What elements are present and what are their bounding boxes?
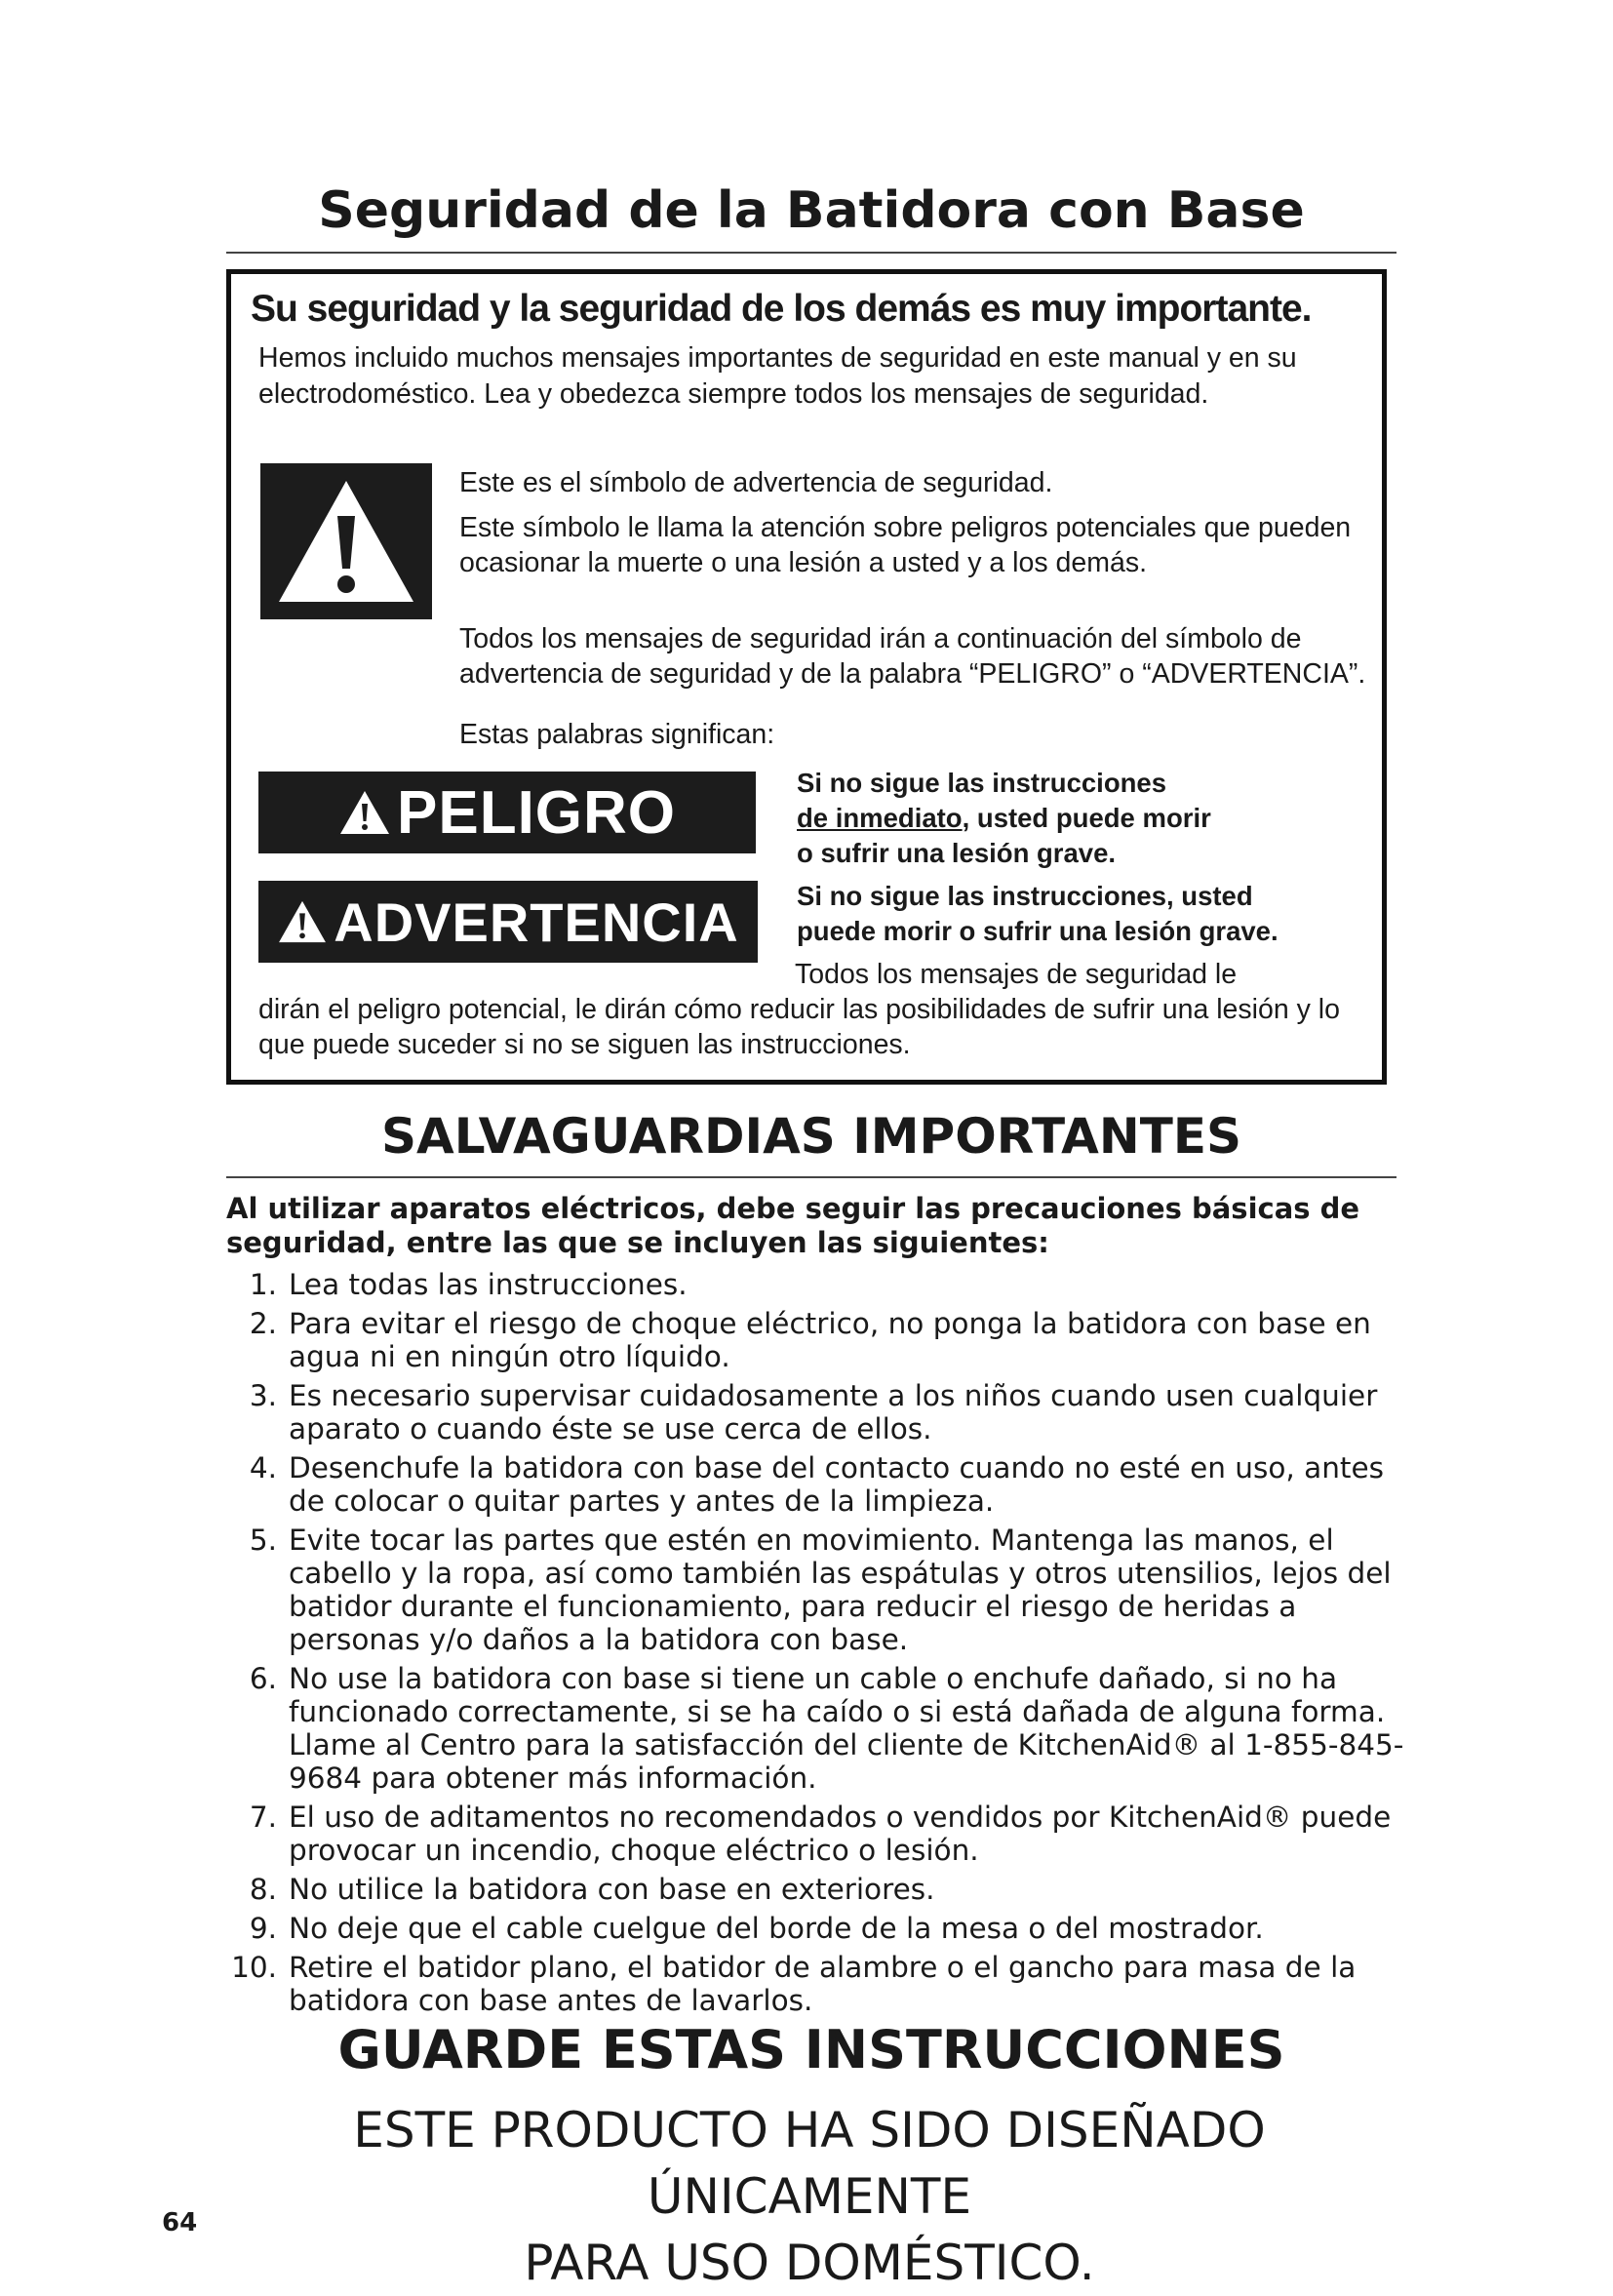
- domestic-line2: PARA USO DOMÉSTICO.: [524, 2235, 1095, 2291]
- list-item-text: No use la batidora con base si tiene un cable o enchufe dañado, si no ha funcionado correctamente, si se ha caído o si está dañada de alguna forma. Llame al Centro para la satisfacción del cliente de KitchenAid® al 1-855-845-9684 para obtener más información.: [289, 1662, 1404, 1795]
- safety-intro: Hemos incluido muchos mensajes importantes de seguridad en este manual y en su electrodoméstico. Lea y obedezca siempre todos los mensajes de seguridad.: [258, 342, 1297, 410]
- list-item: [226, 1379, 1406, 1445]
- words-mean-text: Estas palabras significan:: [459, 719, 775, 750]
- domestic-use-notice: [195, 2097, 1424, 2296]
- warning-desc-line2: puede morir o sufrir una lesión grave.: [797, 916, 1279, 946]
- safety-alert-symbol: [260, 463, 432, 619]
- danger-label: PELIGRO: [396, 778, 677, 847]
- save-instructions-heading: GUARDE ESTAS INSTRUCCIONES: [337, 2019, 1285, 2080]
- list-item: [226, 1662, 1406, 1795]
- list-item-number: 1.: [249, 1268, 277, 1301]
- danger-desc-line1: Si no sigue las instrucciones: [797, 768, 1166, 798]
- warning-banner: [258, 881, 758, 963]
- list-item-number: 8.: [249, 1873, 277, 1906]
- list-item: [226, 1307, 1406, 1373]
- danger-desc-line2-rest: , usted puede morir: [962, 803, 1211, 833]
- symbol-description: Este símbolo le llama la atención sobre peligros potenciales que pueden ocasionar la muerte o una lesión a usted y a los demás.: [459, 512, 1352, 578]
- list-item-text: Desenchufe la batidora con base del contacto cuando no esté en uso, antes de colocar o quitar partes y antes de la limpieza.: [289, 1451, 1385, 1518]
- closing-text: [258, 957, 1360, 1062]
- safety-notice-box: [226, 269, 1387, 1085]
- safeguards-title: SALVAGUARDIAS IMPORTANTES: [380, 1108, 1241, 1165]
- list-item-number: 6.: [249, 1662, 277, 1695]
- safeguards-lead: Al utilizar aparatos eléctricos, debe seguir las precauciones básicas de seguridad, entre las que se incluyen las siguientes:: [226, 1192, 1360, 1259]
- warning-triangle-icon: [338, 789, 391, 836]
- page-number: 64: [162, 2208, 198, 2237]
- list-item: [226, 1873, 1406, 1906]
- list-item: [226, 1268, 1406, 1301]
- list-item-text: Es necesario supervisar cuidadosamente a los niños cuando usen cualquier aparato o cuando éste se use cerca de ellos.: [289, 1379, 1378, 1445]
- danger-banner: [258, 772, 756, 853]
- list-item: [226, 1524, 1406, 1656]
- list-item-number: 7.: [249, 1801, 277, 1834]
- danger-desc-line2: [797, 801, 1382, 836]
- list-item-number: 9.: [249, 1912, 277, 1945]
- list-item: [226, 1451, 1406, 1518]
- warning-description: [797, 879, 1382, 949]
- list-item: [226, 1951, 1406, 2017]
- list-item-number: 2.: [249, 1307, 277, 1340]
- warning-desc-line1: Si no sigue las instrucciones, usted: [797, 881, 1253, 911]
- messages-follow-text: Todos los mensajes de seguridad irán a continuación del símbolo de advertencia de seguridad y de la palabra “PELIGRO” o “ADVERTENCIA”.: [459, 623, 1366, 690]
- list-item-text: Para evitar el riesgo de choque eléctrico, no ponga la batidora con base en agua ni en ningún otro líquido.: [289, 1307, 1371, 1373]
- warning-label: ADVERTENCIA: [334, 891, 739, 953]
- list-item-number: 10.: [231, 1951, 277, 1984]
- list-item-text: No utilice la batidora con base en exteriores.: [289, 1873, 935, 1906]
- list-item-text: El uso de aditamentos no recomendados o vendidos por KitchenAid® puede provocar un incendio, choque eléctrico o lesión.: [289, 1801, 1392, 1867]
- danger-desc-underlined: de inmediato: [797, 803, 963, 833]
- list-item-text: Retire el batidor plano, el batidor de alambre o el gancho para masa de la batidora con base antes de lavarlos.: [289, 1951, 1357, 2017]
- title-divider: [226, 252, 1397, 254]
- safety-headline: Su seguridad y la seguridad de los demás es muy importante.: [251, 288, 1312, 330]
- list-item: [226, 1801, 1406, 1867]
- list-item-text: Lea todas las instrucciones.: [289, 1268, 688, 1301]
- list-item-text: Evite tocar las partes que estén en movimiento. Mantenga las manos, el cabello y la ropa, así como también las espátulas y otros utensilios, lejos del batidor durante el funcionamiento, para reducir el riesgo de heridas a personas y/o daños a la batidora con base.: [289, 1524, 1392, 1656]
- list-item-number: 3.: [249, 1379, 277, 1412]
- warning-triangle-icon: [273, 473, 419, 610]
- symbol-title: Este es el símbolo de advertencia de seguridad.: [459, 467, 1053, 498]
- list-item: [226, 1912, 1406, 1945]
- warning-triangle-icon: [277, 899, 328, 944]
- list-item-text: No deje que el cable cuelgue del borde de la mesa o del mostrador.: [289, 1912, 1264, 1945]
- danger-description: [797, 766, 1382, 871]
- list-item-number: 5.: [249, 1524, 277, 1557]
- list-item-number: 4.: [249, 1451, 277, 1484]
- closing-rest: dirán el peligro potencial, le dirán cómo reducir las posibilidades de sufrir una lesión y lo que puede suceder si no se siguen las instrucciones.: [258, 994, 1340, 1060]
- domestic-line1: ESTE PRODUCTO HA SIDO DISEÑADO ÚNICAMENTE: [353, 2102, 1266, 2225]
- closing-line1: Todos los mensajes de seguridad le: [795, 959, 1238, 990]
- page-title: Seguridad de la Batidora con Base: [318, 181, 1305, 240]
- safeguards-divider: [226, 1176, 1397, 1178]
- safeguards-list: [226, 1268, 1406, 2023]
- danger-desc-line3: o sufrir una lesión grave.: [797, 838, 1117, 868]
